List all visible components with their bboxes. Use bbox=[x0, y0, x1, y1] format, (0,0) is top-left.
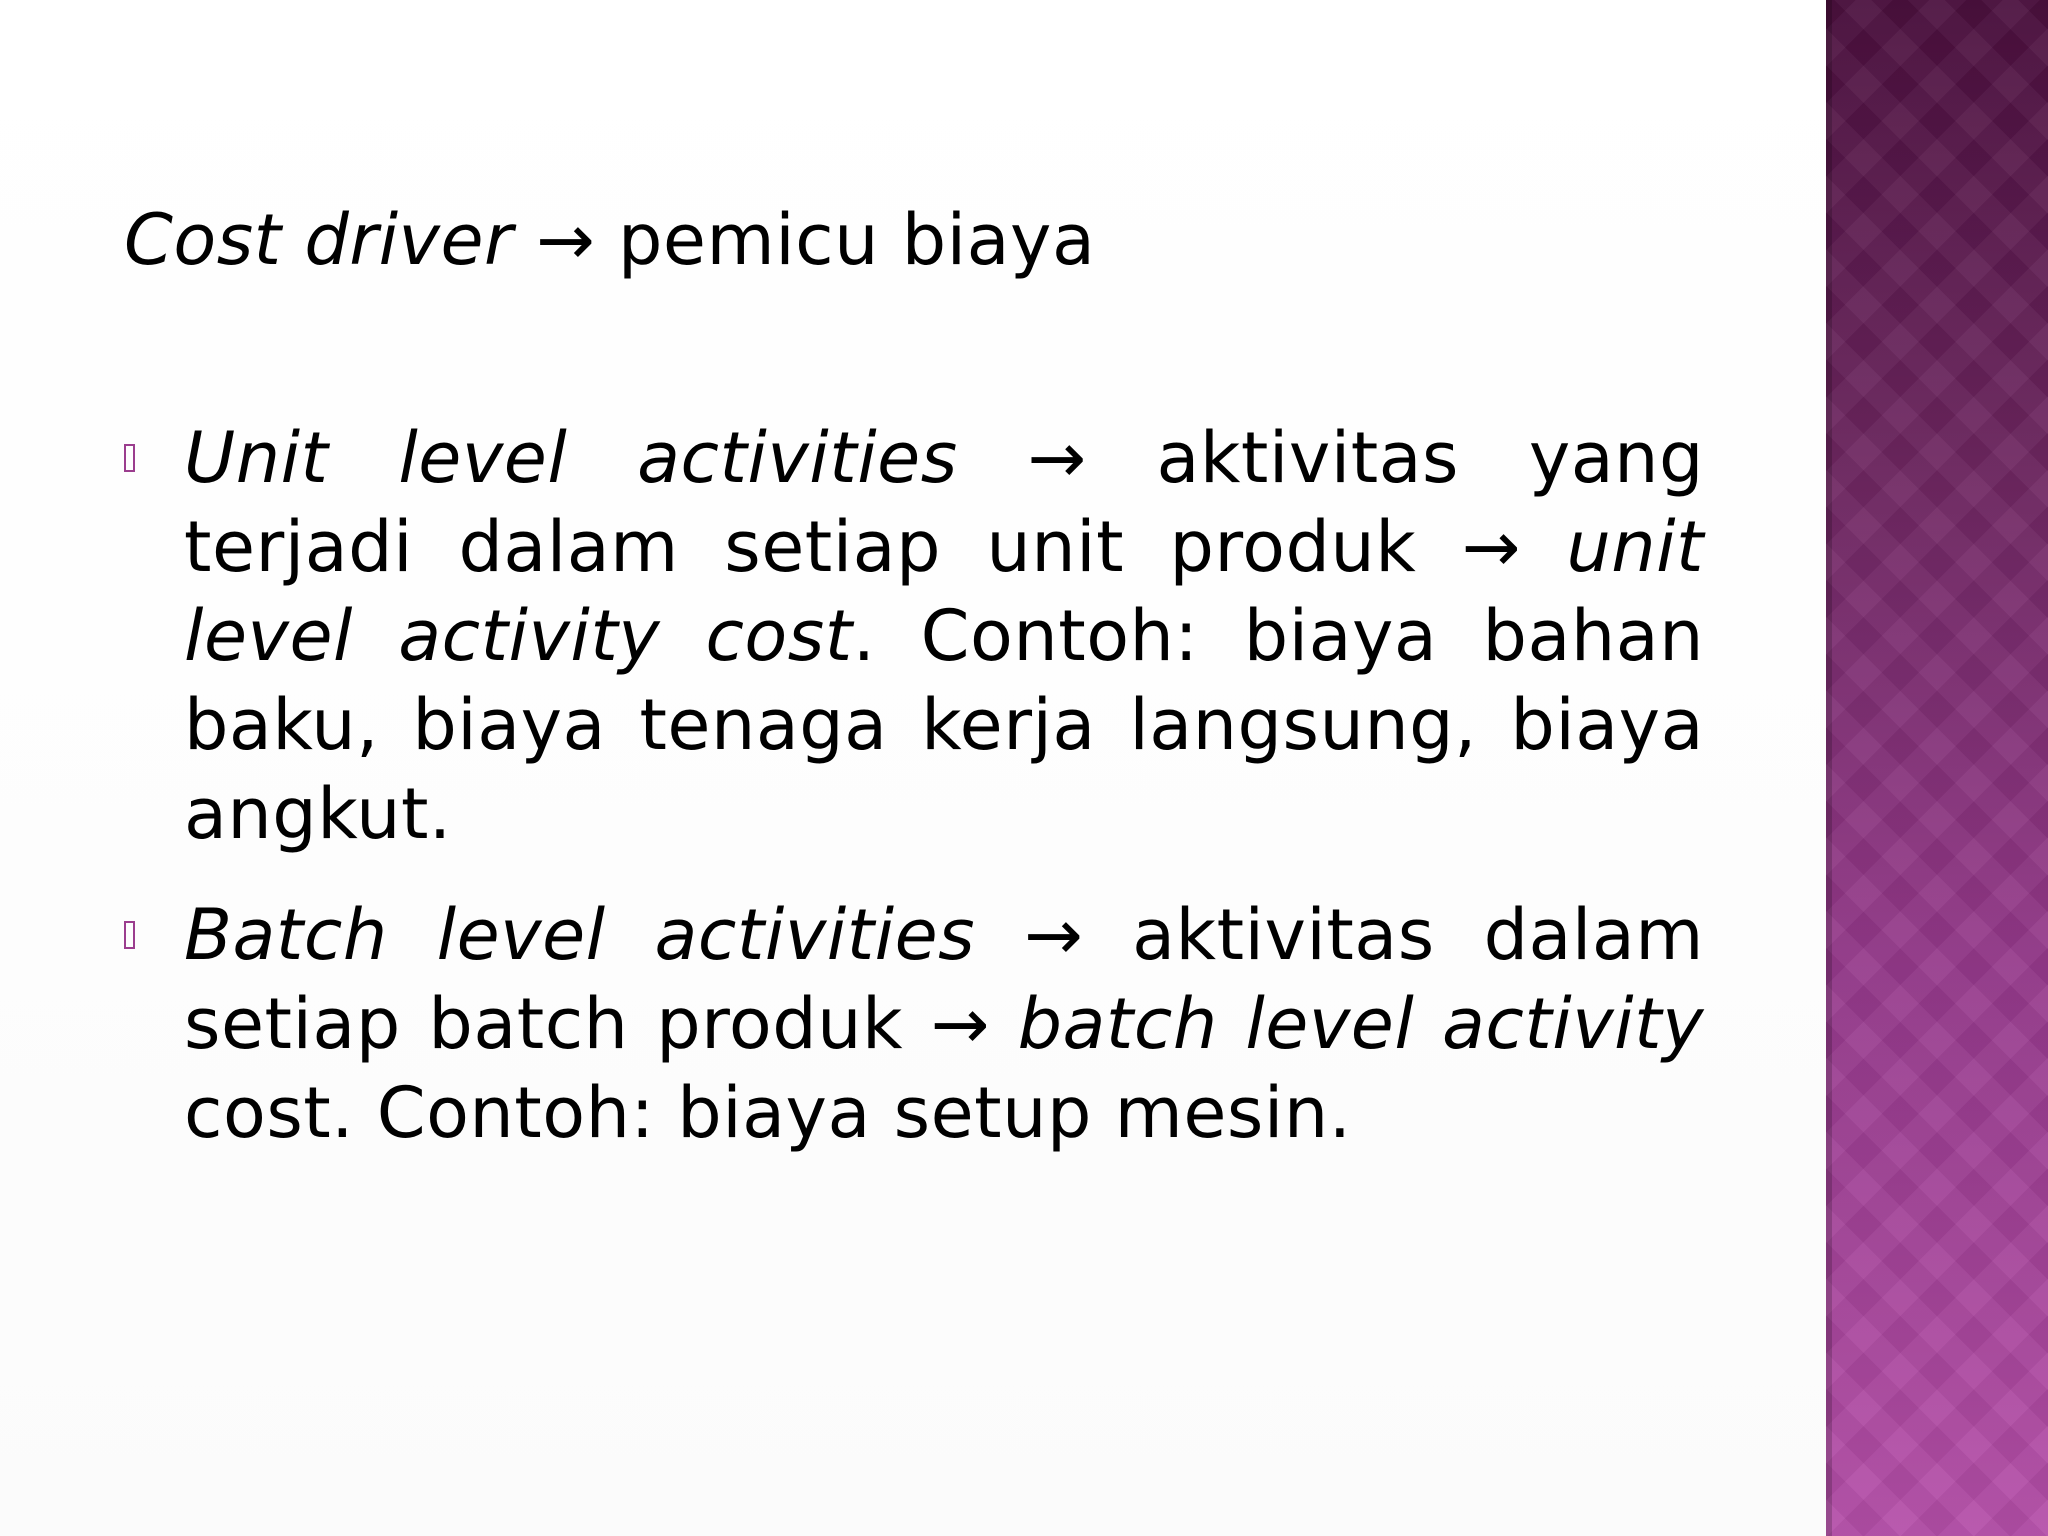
arrow-right-icon: → bbox=[930, 983, 990, 1065]
arrow-right-icon: → bbox=[536, 199, 596, 281]
bullet-description: aktivitas dalam setiap batch produk bbox=[184, 894, 1704, 1065]
bullet-marker-icon bbox=[124, 444, 135, 472]
cost-driver-heading bbox=[124, 198, 1095, 282]
heading-term: Cost driver bbox=[124, 199, 514, 281]
bullet-example: . Contoh: biaya bahan baku, biaya tenaga kerja langsung, biaya angkut. bbox=[184, 595, 1704, 855]
bullet-marker-icon bbox=[124, 921, 135, 949]
bullet-cost-term: unit level activity cost bbox=[184, 506, 1704, 677]
bullet-text bbox=[184, 414, 1704, 859]
bullet-description: aktivitas yang terjadi dalam setiap unit produk bbox=[184, 417, 1704, 588]
bullet-example: cost. Contoh: biaya setup mesin. bbox=[184, 1072, 1352, 1154]
heading-meaning: pemicu biaya bbox=[618, 199, 1096, 281]
decorative-side-panel bbox=[1826, 0, 2048, 1536]
bullet-text bbox=[184, 891, 1704, 1158]
bullet-batch-level bbox=[124, 891, 1704, 1158]
arrow-right-icon: → bbox=[1024, 894, 1084, 976]
bullet-term: Unit level activities bbox=[184, 417, 958, 499]
bullet-unit-level bbox=[124, 414, 1704, 859]
bullet-cost-term: batch level activity bbox=[1017, 983, 1704, 1065]
bullet-term: Batch level activities bbox=[184, 894, 976, 976]
arrow-right-icon: → bbox=[1461, 506, 1521, 588]
arrow-right-icon: → bbox=[1027, 417, 1087, 499]
